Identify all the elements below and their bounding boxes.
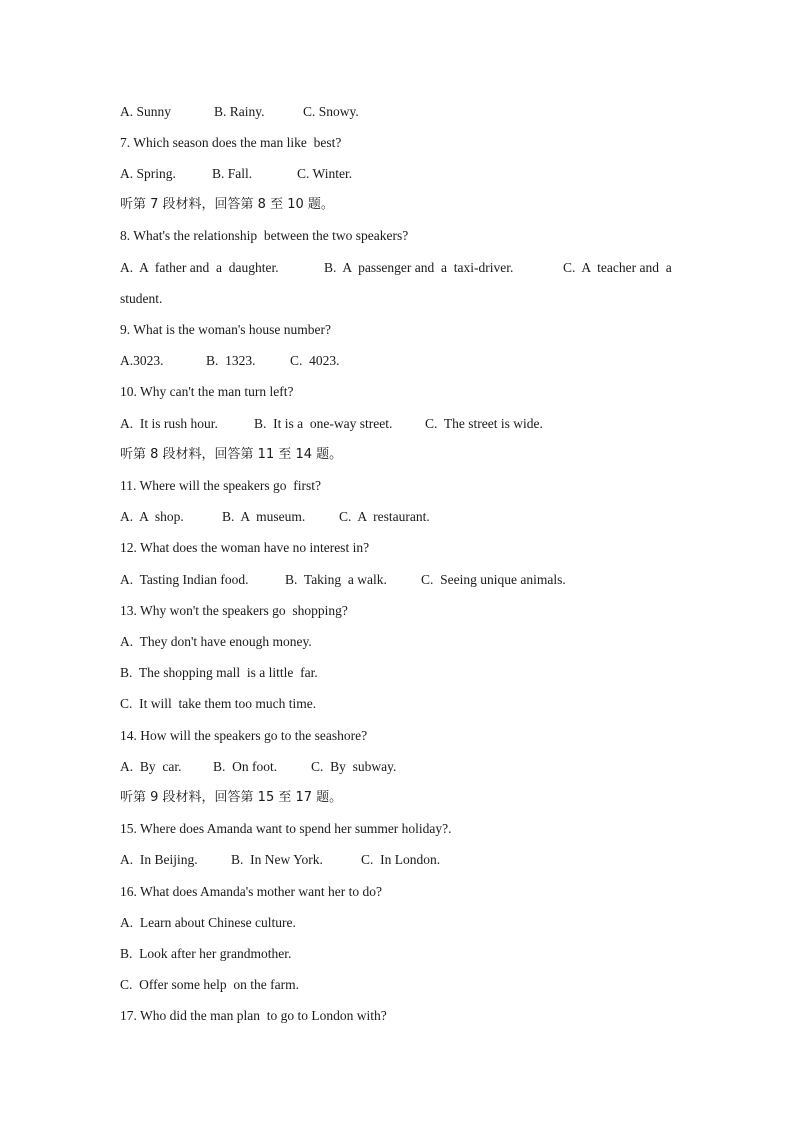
q8-option-c: C. A teacher and a [563,260,672,275]
q12-question: 12. What does the woman have no interest in? [120,540,370,555]
q9-option-c: C. 4023. [290,353,340,368]
q8-question: 8. What's the relationship between the two speakers? [120,228,409,243]
q10-question: 10. Why can't the man turn left? [120,384,294,399]
q7-question: 7. Which season does the man like best? [120,135,342,150]
q6-option-c: C. Snowy. [303,104,359,119]
q12-option-b: B. Taking a walk. [285,572,387,587]
section-8-instruction: 听第 8 段材料，回答第 11 至 14 题。 [120,447,343,462]
q15-option-b: B. In New York. [231,852,323,867]
q15-question: 15. Where does Amanda want to spend her summer holiday?. [120,821,452,836]
q9-question: 9. What is the woman's house number? [120,322,332,337]
q9-option-a: A.3023. [120,353,164,368]
q10-option-b: B. It is a one-way street. [254,416,393,431]
q15-option-a: A. In Beijing. [120,852,198,867]
q10-option-c: C. The street is wide. [425,416,543,431]
q13-option-c: C. It will take them too much time. [120,696,317,711]
q11-option-b: B. A museum. [222,509,306,524]
q11-option-c: C. A restaurant. [339,509,430,524]
q11-question: 11. Where will the speakers go first? [120,478,321,493]
q17-question: 17. Who did the man plan to go to London with? [120,1008,387,1023]
q7-option-a: A. Spring. [120,166,176,181]
q16-option-a: A. Learn about Chinese culture. [120,915,296,930]
q13-question: 13. Why won't the speakers go shopping? [120,603,348,618]
q8-option-a: A. A father and a daughter. [120,260,279,275]
q14-option-c: C. By subway. [311,759,397,774]
q14-question: 14. How will the speakers go to the seashore? [120,728,368,743]
q13-option-b: B. The shopping mall is a little far. [120,665,318,680]
q7-option-b: B. Fall. [212,166,253,181]
q13-option-a: A. They don't have enough money. [120,634,312,649]
q6-option-a: A. Sunny [120,104,172,119]
q12-option-a: A. Tasting Indian food. [120,572,249,587]
q6-option-b: B. Rainy. [214,104,265,119]
q15-option-c: C. In London. [361,852,441,867]
q12-option-c: C. Seeing unique animals. [421,572,566,587]
q16-option-b: B. Look after her grandmother. [120,946,292,961]
q16-question: 16. What does Amanda's mother want her to do? [120,884,382,899]
q14-option-a: A. By car. [120,759,182,774]
q10-option-a: A. It is rush hour. [120,416,218,431]
q9-option-b: B. 1323. [206,353,256,368]
q16-option-c: C. Offer some help on the farm. [120,977,299,992]
section-7-instruction: 听第 7 段材料，回答第 8 至 10 题。 [120,197,334,212]
q8-option-c-continuation: student. [120,291,163,306]
q8-option-b: B. A passenger and a taxi-driver. [324,260,514,275]
q7-option-c: C. Winter. [297,166,353,181]
q14-option-b: B. On foot. [213,759,278,774]
section-9-instruction: 听第 9 段材料，回答第 15 至 17 题。 [120,790,343,805]
q11-option-a: A. A shop. [120,509,184,524]
